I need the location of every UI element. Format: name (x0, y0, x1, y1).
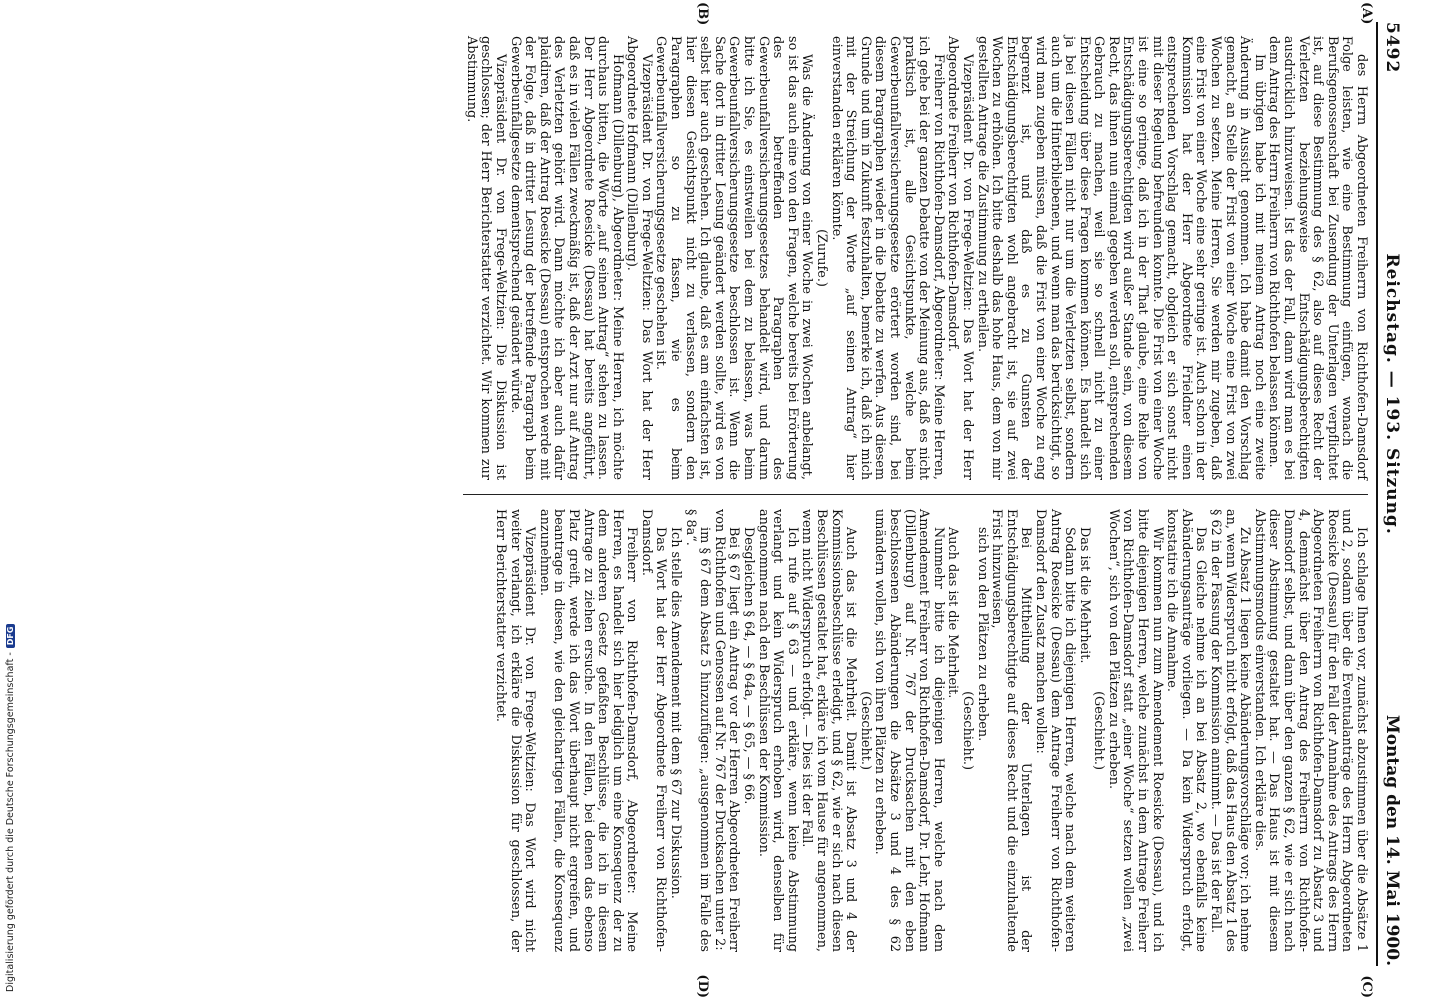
header-date: Montag den 14. Mai 1900. (1382, 714, 1402, 966)
paragraph: Vizepräsident Dr. von Frege-Weltzien: Das Wort hat der Herr Abgeordnete Hofmann (Dillenburg). (624, 36, 654, 480)
page-number: 5492 (1382, 22, 1402, 74)
margin-marker-d: (D) (695, 974, 710, 998)
paragraph: Wir kommen nun zum Amendement Roesicke (Dessau), und ich bitte diejenigen Herren, welche zunächst in dem Antrage Freiherr von Richthofen-Damsdorf statt „einer Woche“ setzen wollen „zwei Wochen“, sich von den Plätzen zu erheben. (1105, 509, 1165, 952)
paragraph: Bei § 67 liegt ein Antrag vor der Herren Abgeordneten Freiherr von Richthofen und Genossen auf Nr. 767 der Drucksachen unter 2: (711, 509, 742, 952)
text-columns (463, 22, 1368, 966)
paragraph: Nunmehr bitte ich diejenigen Herren, welche nach dem Amendement Freiherr von Richthofen-Damsdorf, Dr. Lehr, Hofmann (Dillenburg) auf Nr. 767 der Drucksachen mit den eben beschlossenen Abänderungen die Absätze 3 und 4 des § 62 umändern wollen, sich von ihren Plätzen zu erheben. (872, 509, 946, 952)
paragraph: Ich schlage Ihnen vor, zunächst abzustimmen über die Absätze 1 und 2, sodann über die Eventualanträge des Herrn Abgeordneten Roesicke (Dessau) für den Fall der Annahme des Antrags des Herrn Abgeordneten Freiherrn von Richthofen-Damsdorf zu Absatz 3 und 4, demnächst über den Antrag des Freiherrn von Richthofen-Damsdorf selbst, und dann über den ganzen § 62, wie er sich nach dieser Abstimmung gestaltet hat. — Das Haus ist mit diesem Abstimmungsmodus einverstanden. Ich erkläre dies. (1251, 509, 1369, 952)
paragraph: Vizepräsident Dr. von Frege-Weltzien: Die Diskussion ist geschlossen; der Herr Berichterstatter verzichtet. Wir kommen zur Abstimmung. (463, 36, 508, 480)
paragraph: Vizepräsident Dr. von Frege-Weltzien: Das Wort hat der Herr Abgeordnete Freiherr von Richthofen-Damsdorf. (945, 36, 975, 480)
left-column (463, 22, 1368, 494)
page-header (1376, 22, 1402, 966)
paragraph: Freiherr von Richthofen-Damsdorf, Abgeordneter: Meine Herren, ich gehe bei der ganzen Debatte von der Meinung aus, daß es nicht praktisch ist, alle Gesichtspunkte, welche beim Gewerbeunfallversicherungsgesetze erörtert worden sind, bei diesem Paragraphen wieder in die Debatte zu werfen. Aus diesem Grunde und um in Zukunft festzuhalten, bemerke ich, daß ich mich mit der Streichung der Worte „auf seinen Antrag“ hier einverstanden erklären könnte. (828, 36, 946, 480)
stage-direction: (Geschieht.) (959, 691, 975, 770)
margin-marker-a: (A) (1359, 2, 1374, 25)
right-column (463, 494, 1368, 966)
paragraph: Bei Mittheilung der Unterlagen ist der Entschädigungsberechtigte auf dieses Recht und die einzuhaltende Frist hinzuweisen, (989, 509, 1034, 952)
paragraph: Im übrigen habe ich mit meinem Antrag noch eine zweite Änderung in Aussicht genommen. Ich habe damit den Vorschlag gemacht, an Stelle der Frist von einer Woche eine Frist von zwei Wochen zu setzen. Meine Herren, Sie werden mir zugeben, daß eine Frist von einer Woche eine sehr geringe ist. Auch schon in der Kommission hat der Herr Abgeordnete Frieldner einen entsprechenden Vorschlag gemacht, obgleich er sich sonst nicht mit dieser Regelung befreunden konnte. Die Frist von einer Woche ist eine so geringe, daß ich in der That glaube, eine Reihe von Entschädigungsberechtigten wird außer Stande sein, von diesem Recht, das ihnen nun einmal gegeben werden soll, entsprechenden Gebrauch zu machen, weil sie so schnell nicht zu einer Entscheidung über diese Fragen kommen können. Es handelt sich ja bei diesen Fällen nicht nur um die Verletzten selbst, sondern auch um die Hinterbliebenen, und wenn man das berücksichtigt, so wird man zugeben müssen, daß die Frist von einer Woche zu eng begrenzt ist, und daß es zu Gunsten der Entschädigungsberechtigten wohl angebracht ist, sie auf zwei Wochen zu erhöhen. Ich bitte deshalb das hohe Haus, dem von mir gestellten Antrage die Zustimmung zu ertheilen. (974, 36, 1267, 480)
stage-direction: (Zurufe.) (814, 229, 830, 287)
paragraph: Sodann bitte ich diejenigen Herren, welche nach dem weiteren Antrag Roesicke (Dessau) dem Antrage Freiherr von Richthofen-Damsdorf den Zusatz machen wollen: (1032, 509, 1078, 952)
dfg-logo: DFG (6, 624, 15, 649)
digitization-credit (2, 600, 18, 992)
credit-text: Digitalisierung gefördert durch die Deutsche Forschungsgemeinschaft - (4, 652, 16, 992)
paragraph: im § 67 dem Absatz 5 hinzuzufügen: „ausgenommen im Falle des § 8a“. (682, 509, 713, 952)
paragraph: Auch das ist die Mehrheit. Damit ist Absatz 3 und 4 der Kommissionsbeschlüsse erledigt, und § 62, wie er sich nach diesen Beschlüssen gestaltet hat, erkläre ich vom Hause für angenommen, wenn nicht Widerspruch erfolgt. — Dies ist der Fall. (799, 509, 859, 952)
header-title: Reichstag. — 193. Sitzung. (1382, 253, 1402, 535)
paragraph: Zu Absatz 1 liegen keine Abänderungsvorschläge vor; ich nehme an, wenn Widerspruch nicht erfolgt, daß das Haus den Absatz 1 des § 62 in der Fassung der Kommission annimmt. — Das ist der Fall. (1208, 509, 1253, 952)
paragraph: Ich rufe auf § 63 — und erkläre, wenn keine Abstimmung verlangt und kein Widerspruch erhoben wird, denselben für angenommen nach den Beschlüssen der Kommission. (755, 509, 800, 952)
paragraph: sich von den Plätzen zu erheben. (974, 527, 990, 742)
paragraph: Auch das ist die Mehrheit. (945, 527, 961, 699)
paragraph: des Herrn Abgeordneten Freiherrn von Richthofen-Damsdorf Folge leisten, wie eine Bestimmung einfügen, wonach die Berufsgenossenschaft bei Zusendung der Unterlagen verpflichtet ist, auf diese Bestimmung des § 62, also auf dieses Recht der Verletzten beziehungsweise Entschädigungsberechtigten ausdrücklich hinzuweisen. Ist das der Fall, dann wird man es bei dem Antrag des Herrn Freiherrn von Richthofen belassen können. (1266, 36, 1369, 480)
paragraph: Hofmann (Dillenburg), Abgeordneter: Meine Herren, ich möchte durchaus bitten, die Worte „auf seinen Antrag“ stehen zu lassen. Der Herr Abgeordnete Roesicke (Dessau) hat bereits angeführt, daß es in vielen Fällen zweckmäßig ist, daß der Arzt nur auf Antrag des Verletzten gehört wird. Dann möchte ich aber auch dafür plaidiren, daß der Antrag Roesicke (Dessau) entsprochen werde mit der Folge, daß in dritter Lesung der betreffende Paragraph beim Gewerbeunfallgesetze dementsprechend geändert würde. (507, 36, 625, 480)
paragraph: Das Wort hat der Herr Abgeordnete Freiherr von Richthofen-Damsdorf. (638, 509, 669, 952)
paragraph: Das ist die Mehrheit. (1076, 527, 1092, 664)
stage-direction: (Geschieht.) (857, 691, 873, 770)
paragraph: Vizepräsident Dr. von Frege-Weltzien: Das Wort wird nicht weiter verlangt, ich erkläre die Diskussion für geschlossen, der Herr Berichterstatter verzichtet. (492, 509, 538, 952)
document-page (80, 0, 1410, 1000)
margin-marker-c: (C) (1359, 975, 1374, 998)
paragraph: Freiherr von Richthofen-Damsdorf, Abgeordneter: Meine Herren, es handelt sich hier lediglich um eine Konsequenz der zu dem anderen Gesetz gefaßten Beschlüsse, die ich in diesem Antrage zu ziehen ersuche. In den Fällen, bei denen das ebenso Platz greift, werde ich das Wort überhaupt nicht ergreifen, und beantrage in diesen, wie den gleichartigen Fällen, die Konsequenz anzunehmen. (536, 509, 640, 952)
paragraph: Was die Änderung von einer Woche in zwei Wochen anbelangt, so ist das auch eine von den Fragen, welche bereits bei Erörterung des betreffenden Paragraphen des Gewerbeunfallversicherungsgesetzes behandelt wird, und darum bitte ich Sie, es einstweilen bei dem zu belassen, was beim Gewerbeunfallversicherungsgesetze beschlossen ist. Wenn die Sache dort in dritter Lesung geändert werden sollte, wird es von selbst hier auch geschehen. Ich glaube, daß es am einfachsten ist, hier diesen Gesichtspunkt nicht zu verlassen, sondern den Paragraphen so zu fassen, wie es beim Gewerbeunfallversicherungsgesetze geschehen ist. (653, 36, 815, 480)
margin-marker-b: (B) (695, 2, 710, 26)
paragraph: Das Gleiche nehme ich an bei Absatz 2, wo ebenfalls keine Abänderungsanträge vorliegen. — Da kein Widerspruch erfolgt, konstatire ich die Annahme. (1164, 509, 1209, 952)
paragraph: Desgleichen § 64, — § 64a, — § 65, — § 66. (741, 527, 757, 805)
paragraph: Ich stelle dies Amendement mit dem § 67 zur Diskussion. (668, 527, 684, 899)
stage-direction: (Geschieht.) (1091, 691, 1107, 770)
